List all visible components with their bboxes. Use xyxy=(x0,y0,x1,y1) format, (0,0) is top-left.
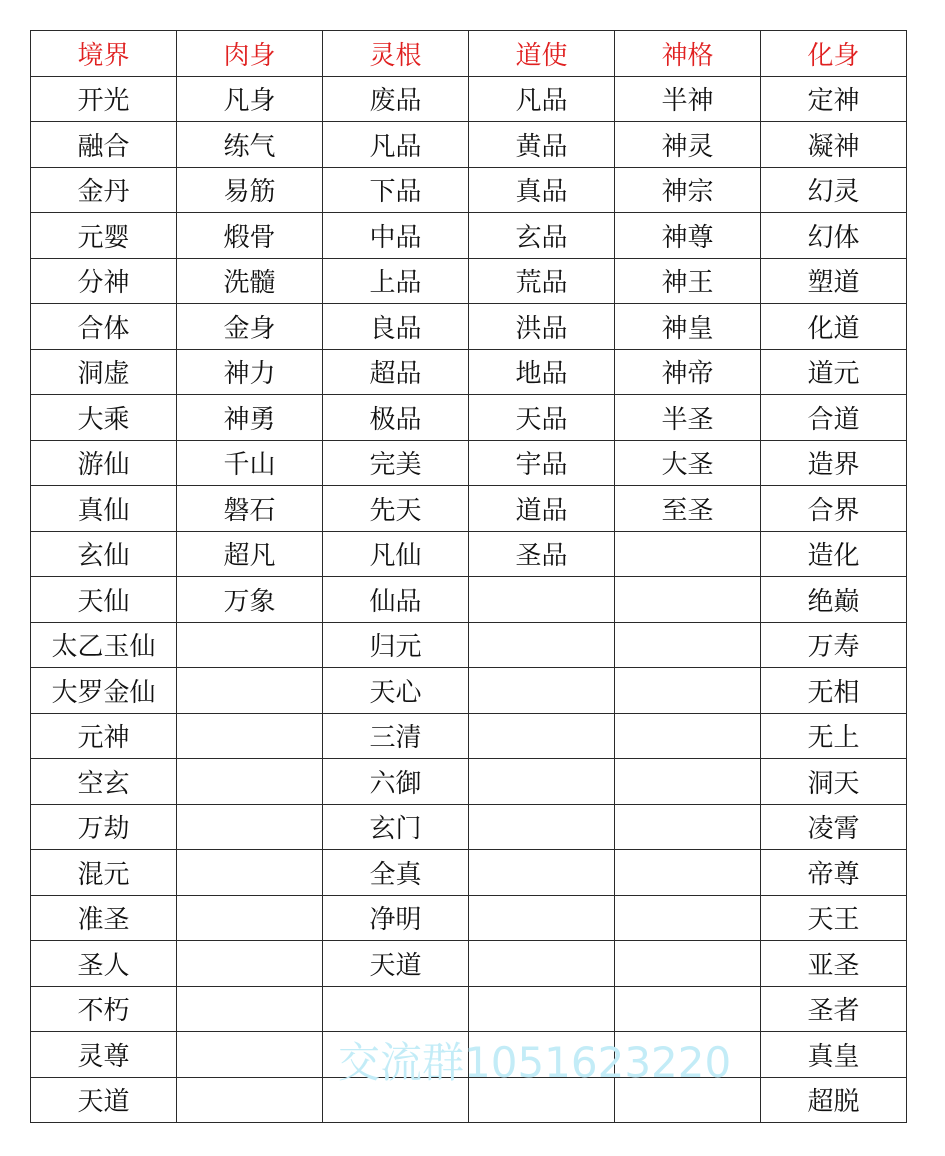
table-cell xyxy=(469,1077,615,1123)
table-row xyxy=(31,804,907,850)
table-cell: 荒品 xyxy=(469,258,615,304)
table-cell xyxy=(469,804,615,850)
table-cell: 归元 xyxy=(323,622,469,668)
table-cell: 元婴 xyxy=(31,213,177,259)
table-cell: 地品 xyxy=(469,349,615,395)
table-cell xyxy=(469,986,615,1032)
table-cell xyxy=(177,850,323,896)
table-row xyxy=(31,440,907,486)
table-cell xyxy=(177,941,323,987)
table-cell: 宇品 xyxy=(469,440,615,486)
table-cell: 净明 xyxy=(323,895,469,941)
table-cell: 道元 xyxy=(761,349,907,395)
table-cell: 圣品 xyxy=(469,531,615,577)
table-row xyxy=(31,986,907,1032)
table-row xyxy=(31,668,907,714)
table-cell xyxy=(615,759,761,805)
table-cell: 良品 xyxy=(323,304,469,350)
table-cell: 绝巅 xyxy=(761,577,907,623)
table-cell: 金身 xyxy=(177,304,323,350)
table-cell: 神皇 xyxy=(615,304,761,350)
table-cell xyxy=(177,713,323,759)
table-cell xyxy=(177,622,323,668)
table-cell xyxy=(615,1077,761,1123)
table-cell: 三清 xyxy=(323,713,469,759)
table-cell: 至圣 xyxy=(615,486,761,532)
table-cell: 洪品 xyxy=(469,304,615,350)
table-cell: 开光 xyxy=(31,76,177,122)
table-cell: 洞天 xyxy=(761,759,907,805)
table-cell: 玄门 xyxy=(323,804,469,850)
table-row xyxy=(31,895,907,941)
column-header: 神格 xyxy=(615,31,761,77)
table-row xyxy=(31,1077,907,1123)
table-cell: 合体 xyxy=(31,304,177,350)
table-cell: 玄仙 xyxy=(31,531,177,577)
table-cell: 准圣 xyxy=(31,895,177,941)
table-cell xyxy=(177,986,323,1032)
table-cell: 万寿 xyxy=(761,622,907,668)
table-cell: 凡品 xyxy=(469,76,615,122)
realm-table xyxy=(30,30,907,1123)
table-cell xyxy=(177,895,323,941)
table-cell: 凝神 xyxy=(761,122,907,168)
table-row xyxy=(31,850,907,896)
column-header: 境界 xyxy=(31,31,177,77)
table-cell: 洞虚 xyxy=(31,349,177,395)
table-cell xyxy=(469,668,615,714)
table-cell: 无相 xyxy=(761,668,907,714)
table-cell: 六御 xyxy=(323,759,469,805)
table-cell: 中品 xyxy=(323,213,469,259)
table-cell: 融合 xyxy=(31,122,177,168)
table-cell: 圣人 xyxy=(31,941,177,987)
table-body xyxy=(31,76,907,1123)
table-cell: 合界 xyxy=(761,486,907,532)
table-cell: 千山 xyxy=(177,440,323,486)
table-cell xyxy=(615,895,761,941)
table-cell: 洗髓 xyxy=(177,258,323,304)
table-cell: 超品 xyxy=(323,349,469,395)
table-cell xyxy=(177,804,323,850)
table-cell: 天仙 xyxy=(31,577,177,623)
table-cell: 黄品 xyxy=(469,122,615,168)
table-cell: 凡仙 xyxy=(323,531,469,577)
table-row xyxy=(31,531,907,577)
table-cell: 下品 xyxy=(323,167,469,213)
table-cell: 神灵 xyxy=(615,122,761,168)
table-cell xyxy=(323,1032,469,1078)
table-cell xyxy=(323,1077,469,1123)
table-cell: 超凡 xyxy=(177,531,323,577)
watermark-text: 交流群1051623220 xyxy=(338,1038,732,1087)
column-header: 道使 xyxy=(469,31,615,77)
table-cell xyxy=(469,622,615,668)
table-cell: 磐石 xyxy=(177,486,323,532)
table-row xyxy=(31,622,907,668)
table-cell: 真仙 xyxy=(31,486,177,532)
table-cell xyxy=(469,941,615,987)
table-cell: 圣者 xyxy=(761,986,907,1032)
column-header: 灵根 xyxy=(323,31,469,77)
table-cell: 天道 xyxy=(323,941,469,987)
table-cell xyxy=(615,531,761,577)
table-cell xyxy=(177,1032,323,1078)
table-cell: 大圣 xyxy=(615,440,761,486)
table-cell xyxy=(615,713,761,759)
table-cell: 造界 xyxy=(761,440,907,486)
table-cell: 玄品 xyxy=(469,213,615,259)
table-cell: 练气 xyxy=(177,122,323,168)
table-cell: 帝尊 xyxy=(761,850,907,896)
table-cell: 不朽 xyxy=(31,986,177,1032)
table-row xyxy=(31,258,907,304)
table-cell: 凡身 xyxy=(177,76,323,122)
column-header: 化身 xyxy=(761,31,907,77)
table-cell: 无上 xyxy=(761,713,907,759)
table-cell xyxy=(323,986,469,1032)
table-cell xyxy=(469,850,615,896)
table-row xyxy=(31,486,907,532)
table-row xyxy=(31,577,907,623)
table-cell: 分神 xyxy=(31,258,177,304)
table-cell xyxy=(615,668,761,714)
table-cell: 全真 xyxy=(323,850,469,896)
table-cell xyxy=(469,577,615,623)
table-row xyxy=(31,1032,907,1078)
table-cell: 大乘 xyxy=(31,395,177,441)
table-cell: 神王 xyxy=(615,258,761,304)
table-row xyxy=(31,941,907,987)
column-header: 肉身 xyxy=(177,31,323,77)
table-cell xyxy=(615,986,761,1032)
table-cell: 上品 xyxy=(323,258,469,304)
table-cell: 幻体 xyxy=(761,213,907,259)
table-cell: 废品 xyxy=(323,76,469,122)
table-cell: 超脱 xyxy=(761,1077,907,1123)
table-cell: 仙品 xyxy=(323,577,469,623)
table-cell: 凡品 xyxy=(323,122,469,168)
table-cell xyxy=(615,941,761,987)
table-cell: 神力 xyxy=(177,349,323,395)
table-cell: 神帝 xyxy=(615,349,761,395)
table-cell: 造化 xyxy=(761,531,907,577)
table-cell: 天心 xyxy=(323,668,469,714)
table-cell: 亚圣 xyxy=(761,941,907,987)
table-cell xyxy=(615,577,761,623)
table-cell: 凌霄 xyxy=(761,804,907,850)
table-row xyxy=(31,167,907,213)
table-row xyxy=(31,213,907,259)
table-cell xyxy=(177,668,323,714)
table-row xyxy=(31,349,907,395)
table-cell: 元神 xyxy=(31,713,177,759)
table-cell xyxy=(177,759,323,805)
table-cell: 道品 xyxy=(469,486,615,532)
table-cell: 定神 xyxy=(761,76,907,122)
table-cell xyxy=(615,804,761,850)
table-cell: 极品 xyxy=(323,395,469,441)
table-cell: 混元 xyxy=(31,850,177,896)
table-cell xyxy=(469,713,615,759)
table-cell: 半神 xyxy=(615,76,761,122)
table-row xyxy=(31,713,907,759)
table-row xyxy=(31,122,907,168)
table-cell: 化道 xyxy=(761,304,907,350)
table-cell: 煅骨 xyxy=(177,213,323,259)
table-row xyxy=(31,76,907,122)
table-cell: 半圣 xyxy=(615,395,761,441)
table-cell: 塑道 xyxy=(761,258,907,304)
table-cell: 合道 xyxy=(761,395,907,441)
table-cell xyxy=(615,622,761,668)
table-cell: 空玄 xyxy=(31,759,177,805)
table-cell xyxy=(469,759,615,805)
table-cell: 神宗 xyxy=(615,167,761,213)
table-row xyxy=(31,304,907,350)
table-cell: 完美 xyxy=(323,440,469,486)
table-row xyxy=(31,395,907,441)
table-cell: 灵尊 xyxy=(31,1032,177,1078)
table-cell: 天道 xyxy=(31,1077,177,1123)
table-cell xyxy=(615,850,761,896)
table-cell: 太乙玉仙 xyxy=(31,622,177,668)
table-cell xyxy=(615,1032,761,1078)
table-cell: 万象 xyxy=(177,577,323,623)
table-cell: 神勇 xyxy=(177,395,323,441)
table-cell: 天品 xyxy=(469,395,615,441)
table-cell: 真皇 xyxy=(761,1032,907,1078)
table-cell: 真品 xyxy=(469,167,615,213)
table-cell: 易筋 xyxy=(177,167,323,213)
table-cell: 金丹 xyxy=(31,167,177,213)
table-cell: 万劫 xyxy=(31,804,177,850)
table-cell: 天王 xyxy=(761,895,907,941)
table-cell: 神尊 xyxy=(615,213,761,259)
table-cell xyxy=(177,1077,323,1123)
table-header-row xyxy=(31,31,907,77)
table-cell: 先天 xyxy=(323,486,469,532)
table-cell xyxy=(469,1032,615,1078)
table-cell: 游仙 xyxy=(31,440,177,486)
table-cell: 幻灵 xyxy=(761,167,907,213)
table-row xyxy=(31,759,907,805)
table-cell xyxy=(469,895,615,941)
table-cell: 大罗金仙 xyxy=(31,668,177,714)
